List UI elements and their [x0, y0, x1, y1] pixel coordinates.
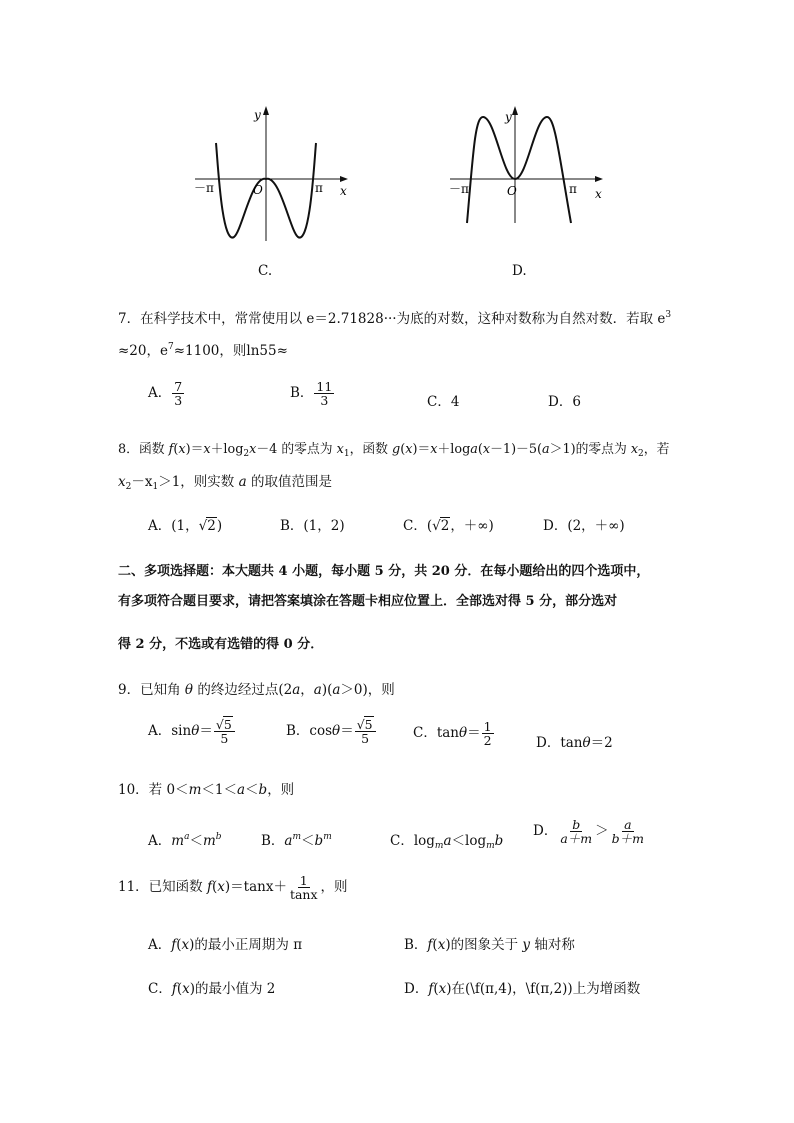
- q9-option-c[interactable]: C．tanθ＝ $\frac{1}{2}$: [413, 719, 492, 749]
- fraction: $\frac{11}{3}$: [316, 379, 333, 409]
- q7-line2: ≈20，$e^7\approx 1100$，则ln55≈: [118, 342, 288, 359]
- q7-option-c[interactable]: C．4: [427, 394, 460, 410]
- y-axis-arrow: [512, 106, 518, 115]
- q8-line2: $x_2-x_1>1$，则实数 a 的取值范围是: [118, 474, 332, 492]
- graph-d: [445, 95, 615, 255]
- section2-line1: 二、多项选择题：本大题共 4 小题，每小题 5 分，共 20 分．在每小题给出的四个选项中，: [118, 564, 650, 579]
- q10-option-a[interactable]: A．$m^a<m^b$: [148, 832, 222, 849]
- pos-pi-label: π: [569, 182, 577, 196]
- section2-line2: 有多项符合题目要求，请把答案填涂在答题卡相应位置上．全部选对得 5 分，部分选对: [118, 594, 618, 609]
- q10-option-c[interactable]: C．$\log_ma<\log_mb$: [390, 833, 504, 851]
- q9-option-d[interactable]: D．tanθ＝2: [536, 735, 613, 751]
- fraction: $\frac{a}{b+m}$: [611, 817, 644, 847]
- q10-stem: 10．若 0＜m＜1＜a＜b，则: [118, 782, 295, 798]
- graph-d-label: D.: [512, 263, 527, 279]
- section2-line3: 得 2 分，不选或有选错的得 0 分．: [118, 637, 324, 652]
- q8-option-d[interactable]: D．(2，＋∞): [543, 518, 625, 534]
- graph-c: [190, 95, 360, 255]
- q11-option-a[interactable]: A．f(x)的最小正周期为 π: [148, 937, 303, 953]
- neg-pi-label: －π: [194, 181, 214, 195]
- q8-line1: 8．函数 $f(x)=x+\log_2x-4$ 的零点为 $x_1$，函数 g(x)＝x＋loga(x－1)－5(a＞1)的零点为 $x_2$，若: [118, 442, 670, 459]
- x-axis-arrow: [595, 176, 603, 182]
- fraction: $\frac{1}{2}$: [483, 719, 492, 749]
- q7-line1: 7．在科学技术中，常常使用以 e＝2.71828···为底的对数，这种对数称为自然对数．若取 $e^3$: [118, 310, 672, 327]
- q8-option-b[interactable]: B．(1，2): [280, 518, 345, 534]
- fraction: $\frac{b}{a+m}$: [560, 817, 593, 847]
- y-axis-arrow: [263, 106, 269, 115]
- origin-label: O: [507, 184, 517, 198]
- origin-label: O: [253, 183, 263, 197]
- q8-option-c[interactable]: C．(√2，＋∞): [403, 518, 494, 534]
- y-label: y: [505, 110, 512, 124]
- q11-stem: 11．已知函数 f(x)＝tanx＋ $\frac{1}{\tan x}$ ，则: [118, 873, 348, 903]
- q10-option-b[interactable]: B．$a^m<b^m$: [261, 832, 332, 849]
- q8-option-a[interactable]: A．(1，√2): [148, 518, 223, 534]
- x-label: x: [595, 187, 602, 201]
- fraction: $\frac{1}{\tan x}$: [289, 873, 318, 903]
- x-label: x: [340, 184, 347, 198]
- q10-option-d[interactable]: D． $\frac{b}{a+m}$ ＞ $\frac{a}{b+m}$: [533, 817, 644, 847]
- q9-stem: 9．已知角 θ 的终边经过点(2a，a)(a＞0)，则: [118, 682, 395, 698]
- q9-option-b[interactable]: B．cosθ＝ $\frac{√5}{5}$: [286, 718, 377, 745]
- q7-option-d[interactable]: D．6: [548, 394, 581, 410]
- fraction: $\frac{√5}{5}$: [355, 718, 376, 745]
- neg-pi-label: －π: [449, 182, 469, 196]
- graph-c-label: C.: [258, 263, 273, 279]
- q9-option-a[interactable]: A．sinθ＝ $\frac{√5}{5}$: [148, 718, 236, 745]
- q7-option-a[interactable]: A． $\frac{7}{3}$: [148, 379, 183, 409]
- q7-option-b[interactable]: B． $\frac{11}{3}$: [290, 379, 333, 409]
- q11-option-d[interactable]: D．f(x)在(\f(π,4)，\f(π,2))上为增函数: [404, 981, 641, 997]
- fraction: $\frac{√5}{5}$: [214, 718, 235, 745]
- q11-option-b[interactable]: B．f(x)的图象关于 y 轴对称: [404, 937, 575, 953]
- y-label: y: [254, 108, 261, 122]
- fraction: $\frac{7}{3}$: [174, 379, 183, 409]
- q11-option-c[interactable]: C．f(x)的最小值为 2: [148, 981, 276, 997]
- curve-d: [467, 117, 571, 223]
- x-axis-arrow: [340, 176, 348, 182]
- pos-pi-label: π: [315, 181, 323, 195]
